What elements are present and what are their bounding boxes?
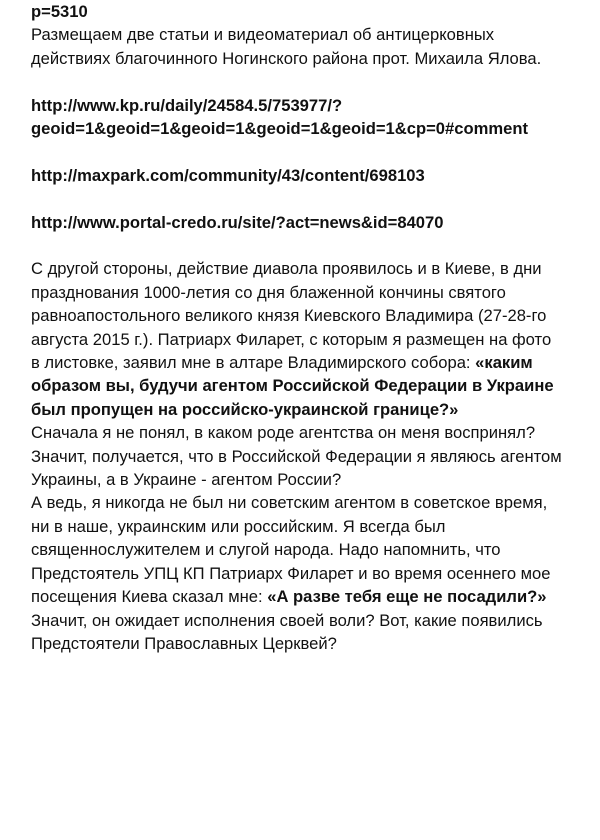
body-line-15-text: посещения Киева сказал мне: [31, 587, 268, 607]
body-line-15 [31, 585, 586, 608]
body-line-16: Значит, он ожидает исполнения своей воли? Вот, какие появились [31, 610, 543, 630]
spacer [31, 70, 586, 93]
body-line-9: Значит, получается, что в Российской Федерации я являюсь агентом [31, 446, 562, 466]
body-line-2: празднования 1000-летия со дня блаженной кончины святого [31, 282, 506, 302]
spacer [31, 140, 586, 163]
link-kp-line-2[interactable]: geoid=1&geoid=1&geoid=1&geoid=1&geoid=1&cp=0#comment [31, 119, 529, 139]
link-maxpark[interactable]: http://maxpark.com/community/43/content/698103 [31, 165, 425, 185]
body-line-12: ни в наше, украинским или российским. Я всегда был [31, 516, 446, 536]
body-line-14: Предстоятель УПЦ КП Патриарх Филарет и во время осеннего мое [31, 563, 551, 583]
body-line-11: А ведь, я никогда не был ни советским агентом в советское время, [31, 493, 548, 513]
body-line-17: Предстоятели Православных Церквей? [31, 633, 337, 653]
link-kp-line-1[interactable]: http://www.kp.ru/daily/24584.5/753977/? [31, 95, 343, 115]
body-line-13: священнослужителем и слугой народа. Надо напомнить, что [31, 540, 501, 560]
body-line-4: августа 2015 г.). Патриарх Филарет, с которым я размещен на фото [31, 329, 552, 349]
intro-line-1: Размещаем две статьи и видеоматериал об антицерковных [31, 25, 495, 45]
quote-line-2: образом вы, будучи агентом Российской Федерации в Украине [31, 376, 554, 396]
body-line-3: равноапостольного великого князя Киевского Владимира (27-28-го [31, 306, 547, 326]
spacer [31, 234, 586, 257]
document-page [31, 0, 586, 655]
body-line-5 [31, 351, 586, 374]
spacer [31, 187, 586, 210]
intro-line-2: действиях благочинного Ногинского района прот. Михаила Ялова. [31, 48, 542, 68]
quote-start: «каким [475, 353, 533, 373]
header-fragment: p=5310 [31, 2, 88, 21]
quote-posadili: «А разве тебя еще не посадили?» [267, 587, 547, 607]
body-line-8: Сначала я не понял, в каком роде агентства он меня воспринял? [31, 423, 536, 443]
body-line-1: С другой стороны, действие диавола проявилось и в Киеве, в дни [31, 259, 542, 279]
body-line-5-text: в листовке, заявил мне в алтаре Владимирского собора: [31, 353, 476, 373]
link-portal-credo[interactable]: http://www.portal-credo.ru/site/?act=news&id=84070 [31, 212, 444, 232]
quote-line-3: был пропущен на российско-украинской границе?» [31, 399, 459, 419]
body-line-10: Украины, а в Украине - агентом России? [31, 470, 342, 490]
